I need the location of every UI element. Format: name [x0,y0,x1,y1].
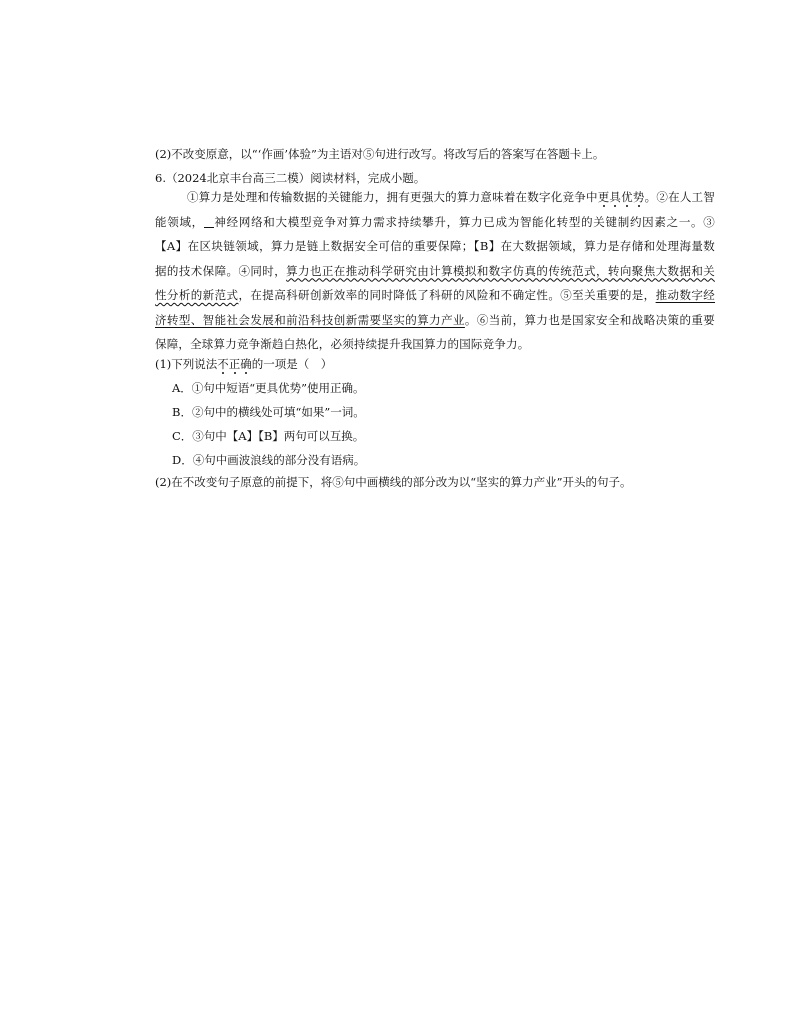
fill-in-blank [204,215,214,228]
q1-suffix: 的一项是（ ） [251,357,333,371]
wavy-underlined-phrase: 算力也正在推动科学研究由计算模拟和数字仿真的传统范式，转向聚焦大数据和关性分析的新范式 [155,263,715,302]
option-a: A．①句中短语“更具优势”使用正确。 [172,381,365,395]
option-c: C．③句中【A】【B】两句可以互换。 [172,429,365,443]
sentence-1: ①算力是处理和传输数据的关键能力，拥有更强大的算力意味着在数字化竞争中 [187,190,598,204]
dotted-char: 具 [609,190,622,204]
sentence-3: ③【A】在区块链领域，算力是链上数据安全可信的重要保障；【B】在大数据领域，算力是存储和处理海量数据的技术保障。 [155,214,715,278]
sentence-6: ⑥当前，算力也是国家安全和战略决策的重要保障，全球算力竞争渐趋白热化，必须持续提升我国算力的国际竞争力。 [155,312,715,351]
dotted-char: 优 [621,190,633,204]
dotted-char: 不 [217,357,229,371]
sentence-4-start: ④同时， [238,263,287,278]
reading-passage [155,185,715,357]
dotted-char: 正 [228,357,241,371]
sentence-5-end: 。 [464,312,477,327]
sentence-5-start: ⑤至关重要的是， [560,288,656,302]
sentence-4-rest: ，在提高科研创新效率的同时降低了科研的风险和不确定性。 [238,288,561,302]
question-6-header: 6.（2024北京丰台高三二模）阅读材料，完成小题。 [155,171,426,185]
sentence-1-end: 。 [644,190,657,204]
question-1-stem [155,356,332,372]
sentence-2-start: ②在人工智能领域， [155,190,715,229]
dotted-char: 更 [597,190,610,204]
sentence-2-rest: 神经网络和大模型竞争对算力需求持续攀升，算力已成为智能化转型的关键制约因素之一。 [213,214,704,229]
previous-question-2: (2)不改变原意，以“‘作画’体验”为主语对⑤句进行改写。将改写后的答案写在答题卡上。 [155,147,605,161]
option-b: B．②句中的横线处可填“如果”一词。 [172,405,365,419]
q1-prefix: (1)下列说法 [155,357,218,371]
option-d: D．④句中画波浪线的部分没有语病。 [172,453,366,467]
dotted-char: 势 [632,190,645,204]
question-2-stem: (2)在不改变句子原意的前提下，将⑤句中画横线的部分改为以“坚实的算力产业”开头的句子。 [155,475,632,489]
underlined-phrase: 推动数字经济转型、智能社会发展和前沿科技创新需要坚实的算力产业 [155,288,715,327]
dotted-char: 确 [240,357,252,371]
